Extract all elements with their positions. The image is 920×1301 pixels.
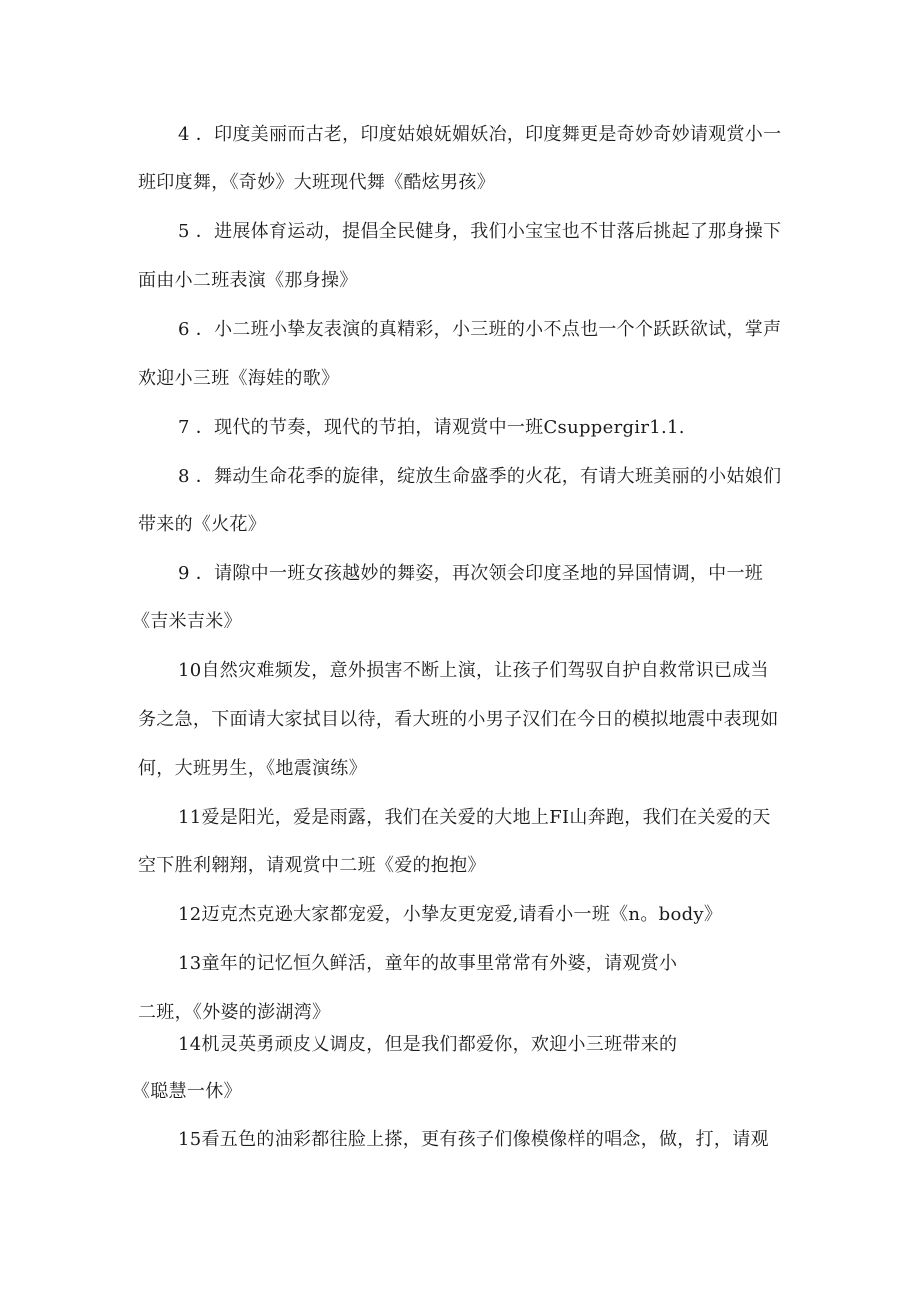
text-line: 二班，《外婆的澎湖湾》 bbox=[138, 1002, 331, 1023]
text-line: 面由小二班表演《那身操》 bbox=[138, 270, 358, 291]
text-line: 8 ．舞动生命花季的旋律，绽放生命盛季的火花，有请大班美丽的小姑娘们 bbox=[178, 466, 782, 487]
text-line: 4 ．印度美丽而古老，印度姑娘妩媚妖冶，印度舞更是奇妙奇妙请观赏小一 bbox=[178, 124, 782, 145]
text-line: 10自然灾难频发，意外损害不断上演，让孩子们驾驭自护自救常识已成当 bbox=[178, 660, 769, 681]
text-line: 《吉米吉米》 bbox=[132, 611, 242, 632]
text-line: 欢迎小三班《海娃的歌》 bbox=[138, 368, 340, 389]
text-line: 空下胜利翱翔，请观赏中二班《爱的抱抱》 bbox=[138, 855, 486, 876]
text-line: 14机灵英勇顽皮乂调皮，但是我们都爱你，欢迎小三班带来的 bbox=[178, 1034, 678, 1055]
text-line: 9 ．请隙中一班女孩越妙的舞姿，再次领会印度圣地的异国情调，中一班 bbox=[178, 563, 764, 584]
text-line: 6 ．小二班小挚友表演的真精彩，小三班的小不点也一个个跃跃欲试，掌声 bbox=[178, 319, 782, 340]
text-line: 12迈克杰克逊大家都宠爱，小挚友更宠爱,请看小一班《n。body》 bbox=[178, 904, 723, 925]
text-line: 班印度舞，《奇妙》大班现代舞《酷炫男孩》 bbox=[138, 172, 495, 193]
text-line: 11爱是阳光，爱是雨露，我们在关爱的大地上FI山奔跑，我们在关爱的天 bbox=[178, 807, 771, 828]
text-line: 带来的《火花》 bbox=[138, 514, 267, 535]
text-line: 何，大班男生，《地震演练》 bbox=[138, 758, 367, 779]
text-line: 务之急，下面请大家拭目以待，看大班的小男子汉们在今日的模拟地震中表现如 bbox=[138, 709, 779, 730]
text-line: 《聪慧一休》 bbox=[132, 1081, 242, 1102]
text-line: 7 ．现代的节奏，现代的节拍，请观赏中一班Csuppergir1.1. bbox=[178, 417, 685, 438]
text-line: 5 ．进展体育运动，提倡全民健身，我们小宝宝也不甘落后挑起了那身操下 bbox=[178, 221, 782, 242]
text-line: 13童年的记忆恒久鲜活，童年的故事里常常有外婆，请观赏小 bbox=[178, 953, 678, 974]
text-line: 15看五色的油彩都往脸上搽，更有孩子们像模像样的唱念，做，打，请观 bbox=[178, 1129, 769, 1150]
